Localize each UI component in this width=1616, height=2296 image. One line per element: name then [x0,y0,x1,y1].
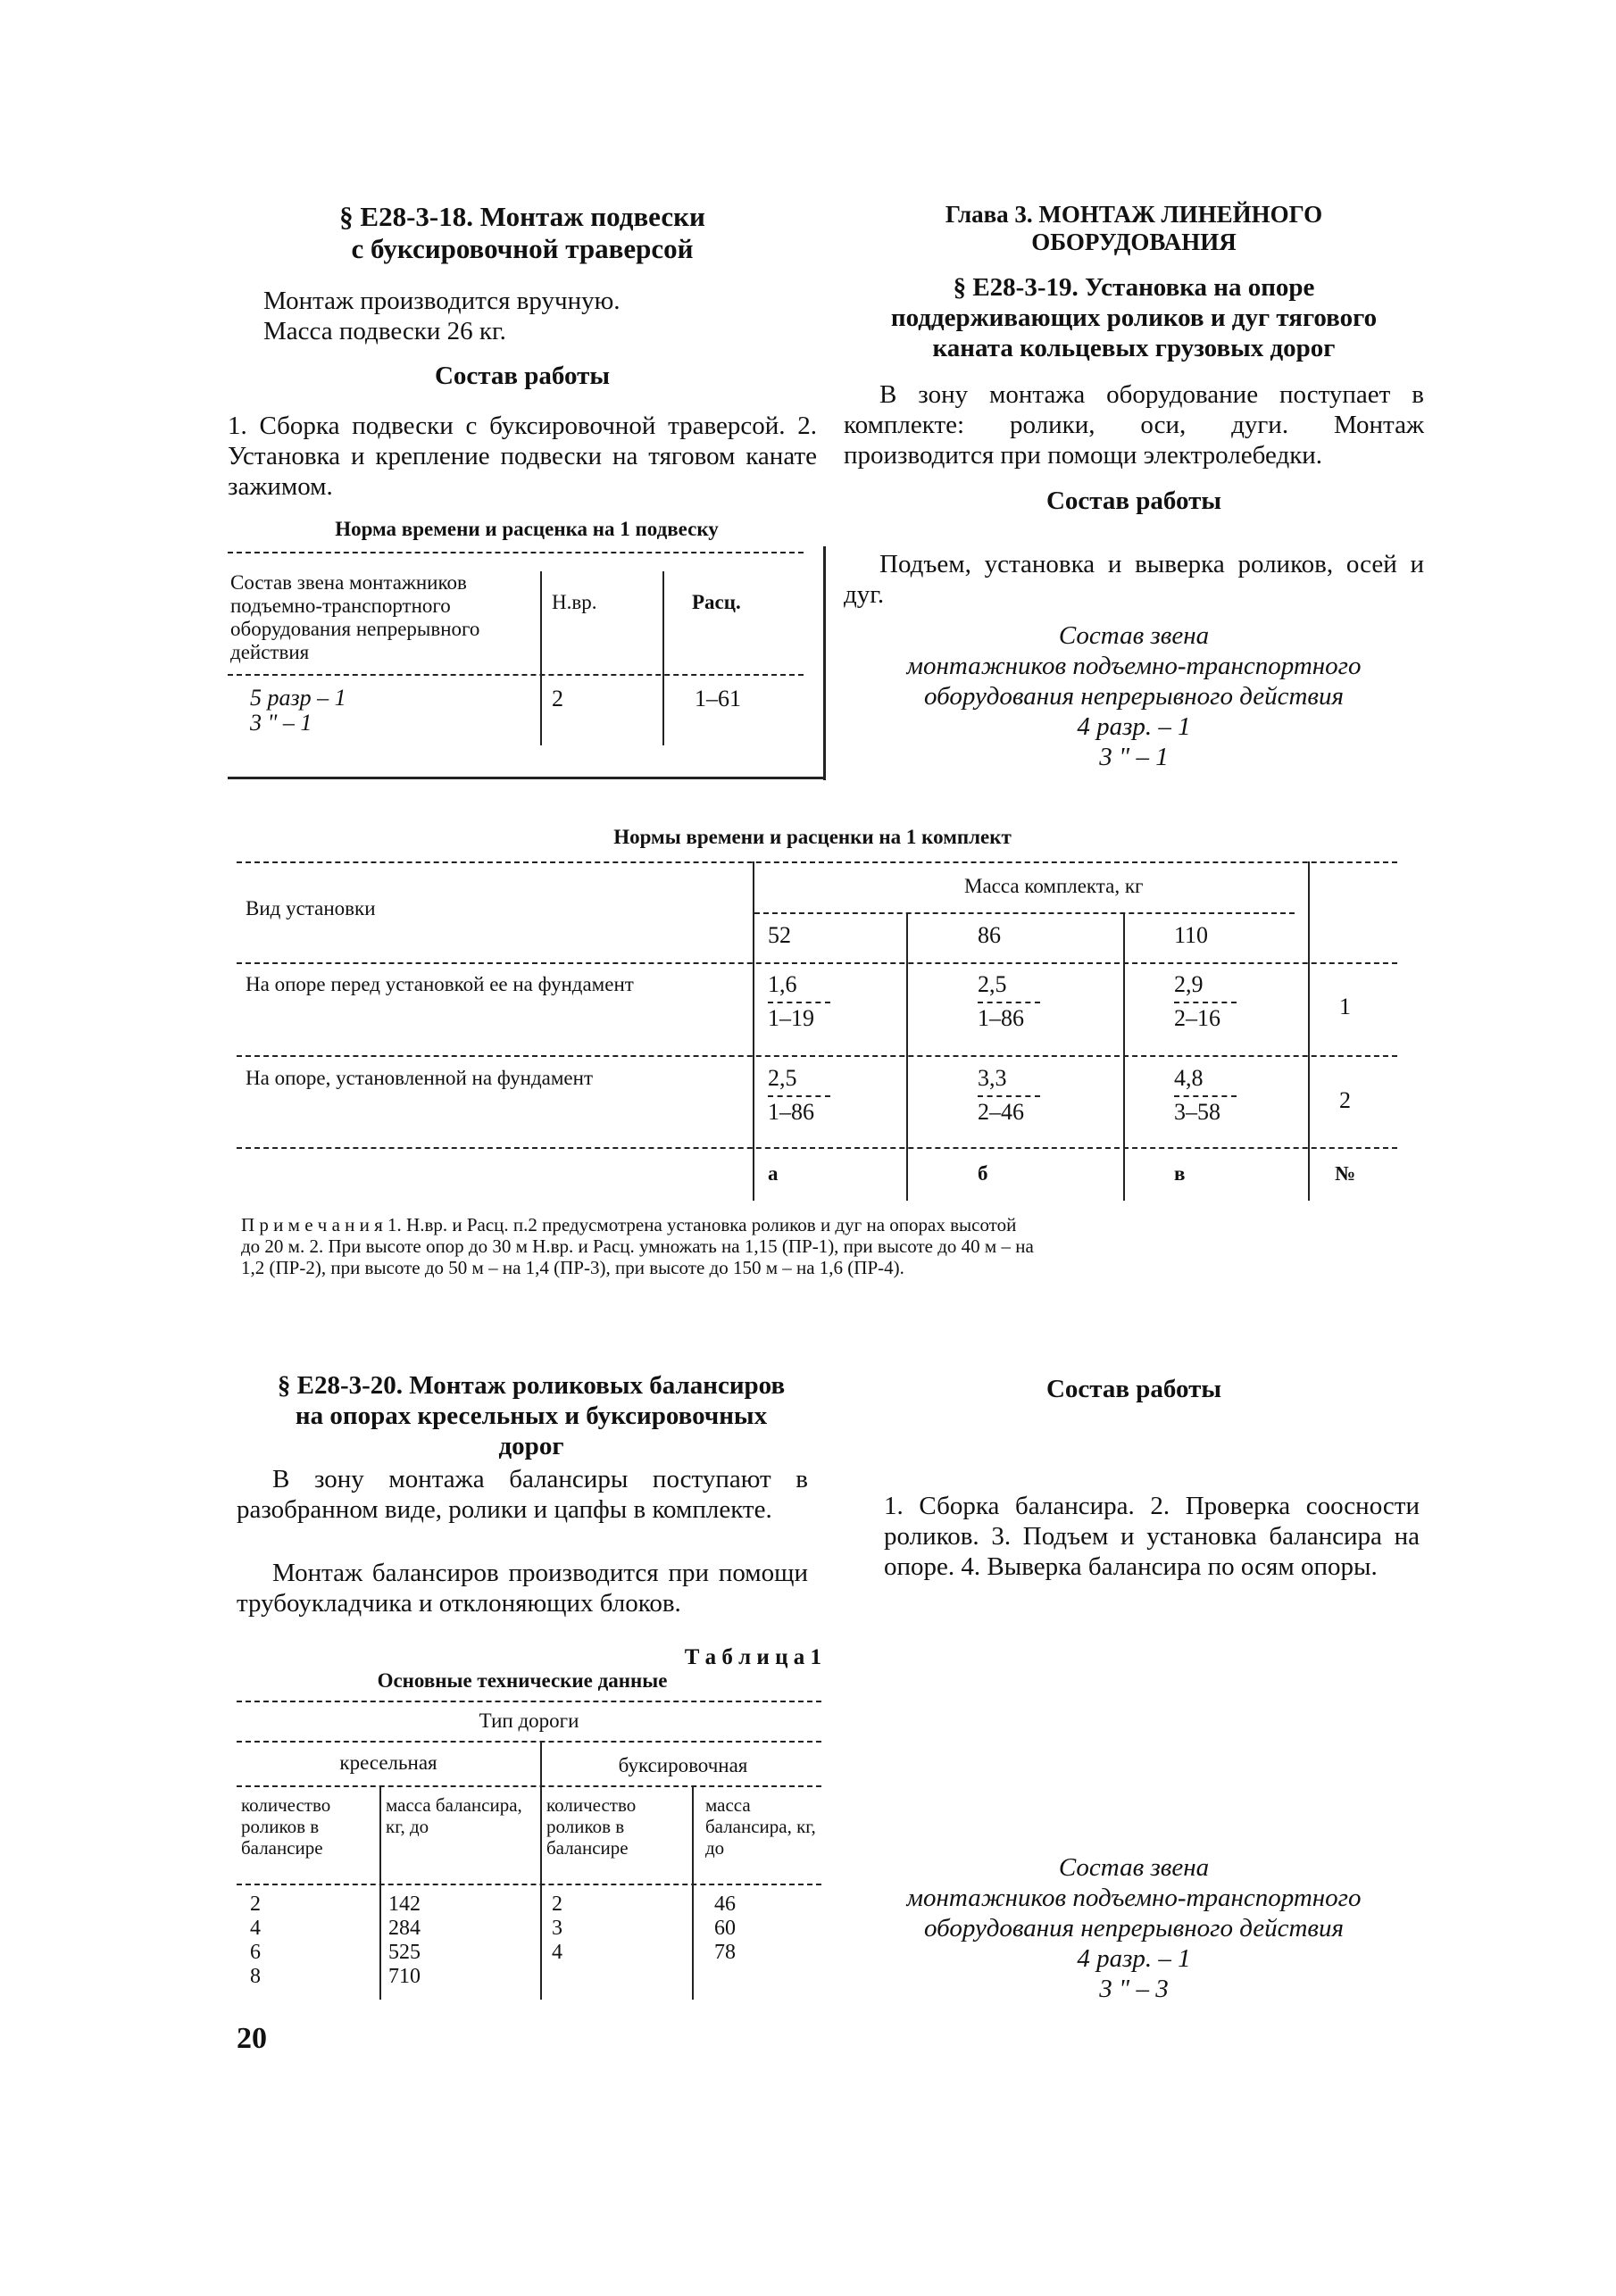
row-2-cell-a: 2,5 1–86 [768,1067,830,1124]
chapter-title: Глава 3. МОНТАЖ ЛИНЕЙНОГО [945,201,1323,228]
mass-tow-1: 46 [714,1893,736,1916]
table-header-crew: Состав звена монтажников подъемно-транспортного оборудования непрерывного действия [230,571,480,663]
note-line-3: 1,2 (ПР-2), при высоте до 50 м – на 1,4 (ПР-3), при высоте до 150 м – на 1,6 (ПР-4). [241,1257,904,1278]
footer-a: а [768,1162,779,1185]
work-text: 1. Сборка подвески с буксировочной траверсой. 2. Установка и крепление подвески на тяговом канате зажимом. [228,412,817,501]
table-header-hvr: Н.вр. [552,591,597,613]
crew-bottom-line-2: монтажников подъемно-транспортного [906,1884,1362,1912]
count-chair-3: 6 [250,1941,261,1964]
chair-road-header: кресельная [339,1751,437,1774]
chapter-title-cont: ОБОРУДОВАНИЯ [1031,229,1237,255]
footer-b: б [978,1162,988,1185]
crew-line-5: 3 " – 1 [1099,743,1169,771]
mass-86: 86 [978,922,1001,948]
table-1-label: Т а б л и ц а 1 [684,1645,821,1669]
crew-line-2: монтажников подъемно-транспортного [906,652,1362,680]
road-type-header: Тип дороги [479,1710,579,1732]
work-text-balancer: 1. Сборка балансира. 2. Проверка соосности роликов. 3. Подъем и установка балансира на опоре. 4. Выверка балансира по осям опоры. [884,1492,1420,1581]
mass-110: 110 [1174,922,1209,948]
page-number: 20 [237,2022,267,2055]
note-line-2: до 20 м. 2. При высоте опор до 30 м Н.вр. и Расц. умножать на 1,15 (ПР-1), при высоте до 40 м – на [241,1235,1034,1257]
work-title-right: Состав работы [1045,487,1222,515]
tech-data-caption: Основные технические данные [377,1669,668,1692]
row-1-label: На опоре перед установкой ее на фундамент [246,973,634,995]
col-type-header: Вид установки [246,897,376,919]
count-tow-1: 2 [552,1893,562,1916]
crew-line-4: 4 разр. – 1 [1077,712,1191,741]
crew-title: Состав звена [1058,621,1210,650]
intro-text: В зону монтажа оборудование поступает в комплекте: ролики, оси, дуги. Монтаж производится при помощи электролебедки. [844,380,1424,470]
section-heading-e28-3-19-l2: поддерживающих роликов и дуг тягового [890,304,1378,332]
table-caption: Норма времени и расценка на 1 подвеску [335,518,719,540]
header-mass-tow: масса балансира, кг, до [705,1794,816,1859]
hvr-value: 2 [552,686,563,711]
section-heading-e28-3-20-l3: дорог [498,1432,564,1460]
tow-road-header: буксировочная [618,1754,748,1776]
crew-bottom-line-4: 4 разр. – 1 [1077,1944,1191,1973]
row-2-label: На опоре, установленной на фундамент [246,1067,594,1089]
work-text-right: Подъем, установка и выверка роликов, осей и дуг. [844,550,1424,609]
crew-title-bottom: Состав звена [1058,1853,1210,1882]
header-count-tow: количество роликов в балансире [546,1794,637,1859]
mass-tow-2: 60 [714,1917,736,1940]
section-heading-e28-3-20: § Е28-3-20. Монтаж роликовых балансиров [277,1371,786,1400]
crew-row-5: 5 разр – 1 [250,685,346,711]
main-table-caption: Нормы времени и расценки на 1 комплект [613,826,1012,848]
section-heading-e28-3-20-l2: на опорах кресельных и буксировочных [295,1402,768,1430]
col-mass-header: Масса комплекта, кг [964,875,1144,897]
count-chair-4: 8 [250,1965,261,1988]
row-2-cell-c: 4,8 3–58 [1174,1067,1237,1124]
mass-chair-1: 142 [388,1893,421,1916]
balancer-para-2: Монтаж балансиров производится при помощи трубоукладчика и отклоняющих блоков. [237,1559,808,1618]
count-tow-2: 3 [552,1917,562,1940]
footer-c: в [1174,1162,1186,1185]
row-1-cell-b: 2,5 1–86 [978,973,1040,1030]
header-count-chair: количество роликов в балансире [241,1794,331,1859]
row-2-number: 2 [1339,1087,1351,1113]
note-line-1: П р и м е ч а н и я 1. Н.вр. и Расц. п.2 предусмотрена установка роликов и дуг на опорах высотой [241,1214,1017,1235]
count-tow-3: 4 [552,1941,562,1964]
crew-line-3: оборудования непрерывного действия [924,682,1344,711]
footer-no: № [1335,1162,1356,1185]
row-1-cell-c: 2,9 2–16 [1174,973,1237,1030]
crew-bottom-line-3: оборудования непрерывного действия [924,1914,1344,1942]
table-header-rate: Расц. [692,591,741,613]
section-heading-e28-3-18: § Е28-3-18. Монтаж подвески [339,201,705,232]
balancer-para-1: В зону монтажа балансиры поступают в разобранном виде, ролики и цапфы в комплекте. [237,1465,808,1524]
mass-tow-3: 78 [714,1941,736,1964]
mass-chair-3: 525 [388,1941,421,1964]
count-chair-2: 4 [250,1917,261,1940]
crew-bottom-line-5: 3 " – 3 [1099,1975,1169,2003]
mass-52: 52 [768,922,791,948]
work-title-balancer: Состав работы [1045,1375,1222,1403]
mass-chair-4: 710 [388,1965,421,1988]
section-heading-e28-3-19-l3: каната кольцевых грузовых дорог [932,334,1336,362]
intro-line-2: Масса подвески 26 кг. [263,317,506,345]
row-1-number: 1 [1339,994,1351,1019]
crew-row-3: 3 " – 1 [250,710,312,736]
rate-value: 1–61 [695,686,741,711]
section-heading-e28-3-19: § Е28-3-19. Установка на опоре [953,273,1315,302]
header-mass-chair: масса балансира, кг, до [386,1794,522,1837]
count-chair-1: 2 [250,1893,261,1916]
row-2-cell-b: 3,3 2–46 [978,1067,1040,1124]
work-title: Состав работы [434,362,611,390]
intro-line-1: Монтаж производится вручную. [263,287,621,315]
mass-chair-2: 284 [388,1917,421,1940]
row-1-cell-a: 1,6 1–19 [768,973,830,1030]
section-heading-e28-3-18-cont: с буксировочной траверсой [351,233,694,264]
